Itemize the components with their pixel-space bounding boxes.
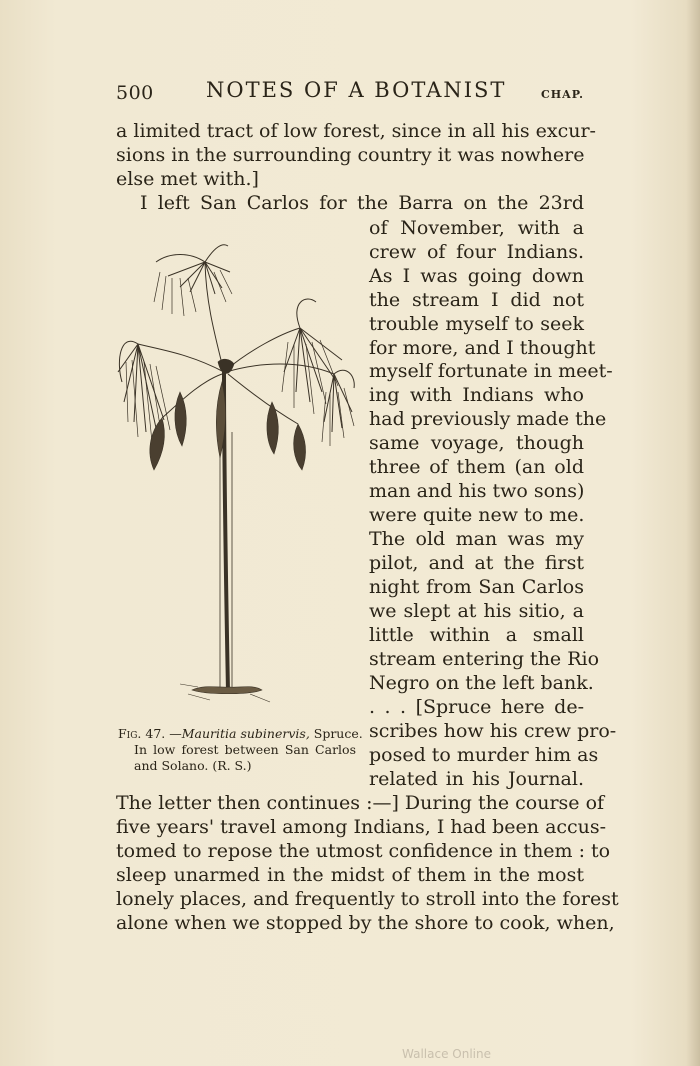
text-line: I left San Carlos for the Barra on the 23rd xyxy=(140,192,584,214)
running-title: NOTES OF A BOTANIST xyxy=(206,78,507,102)
text-line: man and his two sons) xyxy=(369,480,585,502)
text-line: pilot, and at the first xyxy=(369,552,584,574)
text-line: ing with Indians who xyxy=(369,384,584,406)
text-line: night from San Carlos xyxy=(369,576,584,598)
caption-line-2: In low forest between San Carlos xyxy=(134,742,356,757)
text-line: The old man was my xyxy=(369,528,584,550)
text-line: The letter then continues :—] During the course of xyxy=(116,792,605,814)
caption-line-3: and Solano. (R. S.) xyxy=(134,758,252,773)
caption-dash: — xyxy=(165,726,182,741)
text-line: sleep unarmed in the midst of them in the most xyxy=(116,864,584,886)
chapter-abbrev: CHAP. xyxy=(541,88,584,101)
species-name: Mauritia subinervis, xyxy=(181,726,310,741)
text-line: the stream I did not xyxy=(369,289,584,311)
text-line: a limited tract of low forest, since in all his excur- xyxy=(116,120,596,142)
text-line: myself fortunate in meet- xyxy=(369,360,613,382)
palm-tree-illustration xyxy=(110,232,360,710)
text-line: tomed to repose the utmost confidence in them : to xyxy=(116,840,611,862)
watermark: Wallace Online xyxy=(402,1047,491,1061)
text-line: trouble myself to seek xyxy=(369,313,584,335)
running-header xyxy=(116,78,584,108)
text-line: lonely places, and frequently to stroll into the forest xyxy=(116,888,619,910)
text-line: of November, with a xyxy=(369,217,584,239)
text-line: crew of four Indians. xyxy=(369,241,584,263)
text-line: posed to murder him as xyxy=(369,744,599,766)
text-line: we slept at his sitio, a xyxy=(369,600,584,622)
species-author: Spruce. xyxy=(309,726,363,741)
text-line: three of them (an old xyxy=(369,456,584,478)
text-line: five years' travel among Indians, I had been accus- xyxy=(116,816,607,838)
text-line: for more, and I thought xyxy=(369,337,596,359)
text-line: sions in the surrounding country it was nowhere xyxy=(116,144,585,166)
page-edge-shadow xyxy=(686,0,700,1066)
caption-line-1 xyxy=(118,726,363,742)
text-line: Negro on the left bank. xyxy=(369,672,594,694)
text-line: . . . [Spruce here de- xyxy=(369,696,584,718)
text-line: alone when we stopped by the shore to cook, when, xyxy=(116,912,615,934)
text-line: stream entering the Rio xyxy=(369,648,600,670)
text-line: were quite new to me. xyxy=(369,504,585,526)
text-line: had previously made the xyxy=(369,408,607,430)
figure-caption xyxy=(118,726,363,774)
text-line: related in his Journal. xyxy=(369,768,584,790)
text-line: scribes how his crew pro- xyxy=(369,720,617,742)
text-line: same voyage, though xyxy=(369,432,584,454)
figure-label: Fig. 47. xyxy=(118,726,166,741)
text-line: else met with.] xyxy=(116,168,259,190)
text-line: little within a small xyxy=(369,624,584,646)
text-line: As I was going down xyxy=(369,265,584,287)
page-number: 500 xyxy=(116,82,154,104)
